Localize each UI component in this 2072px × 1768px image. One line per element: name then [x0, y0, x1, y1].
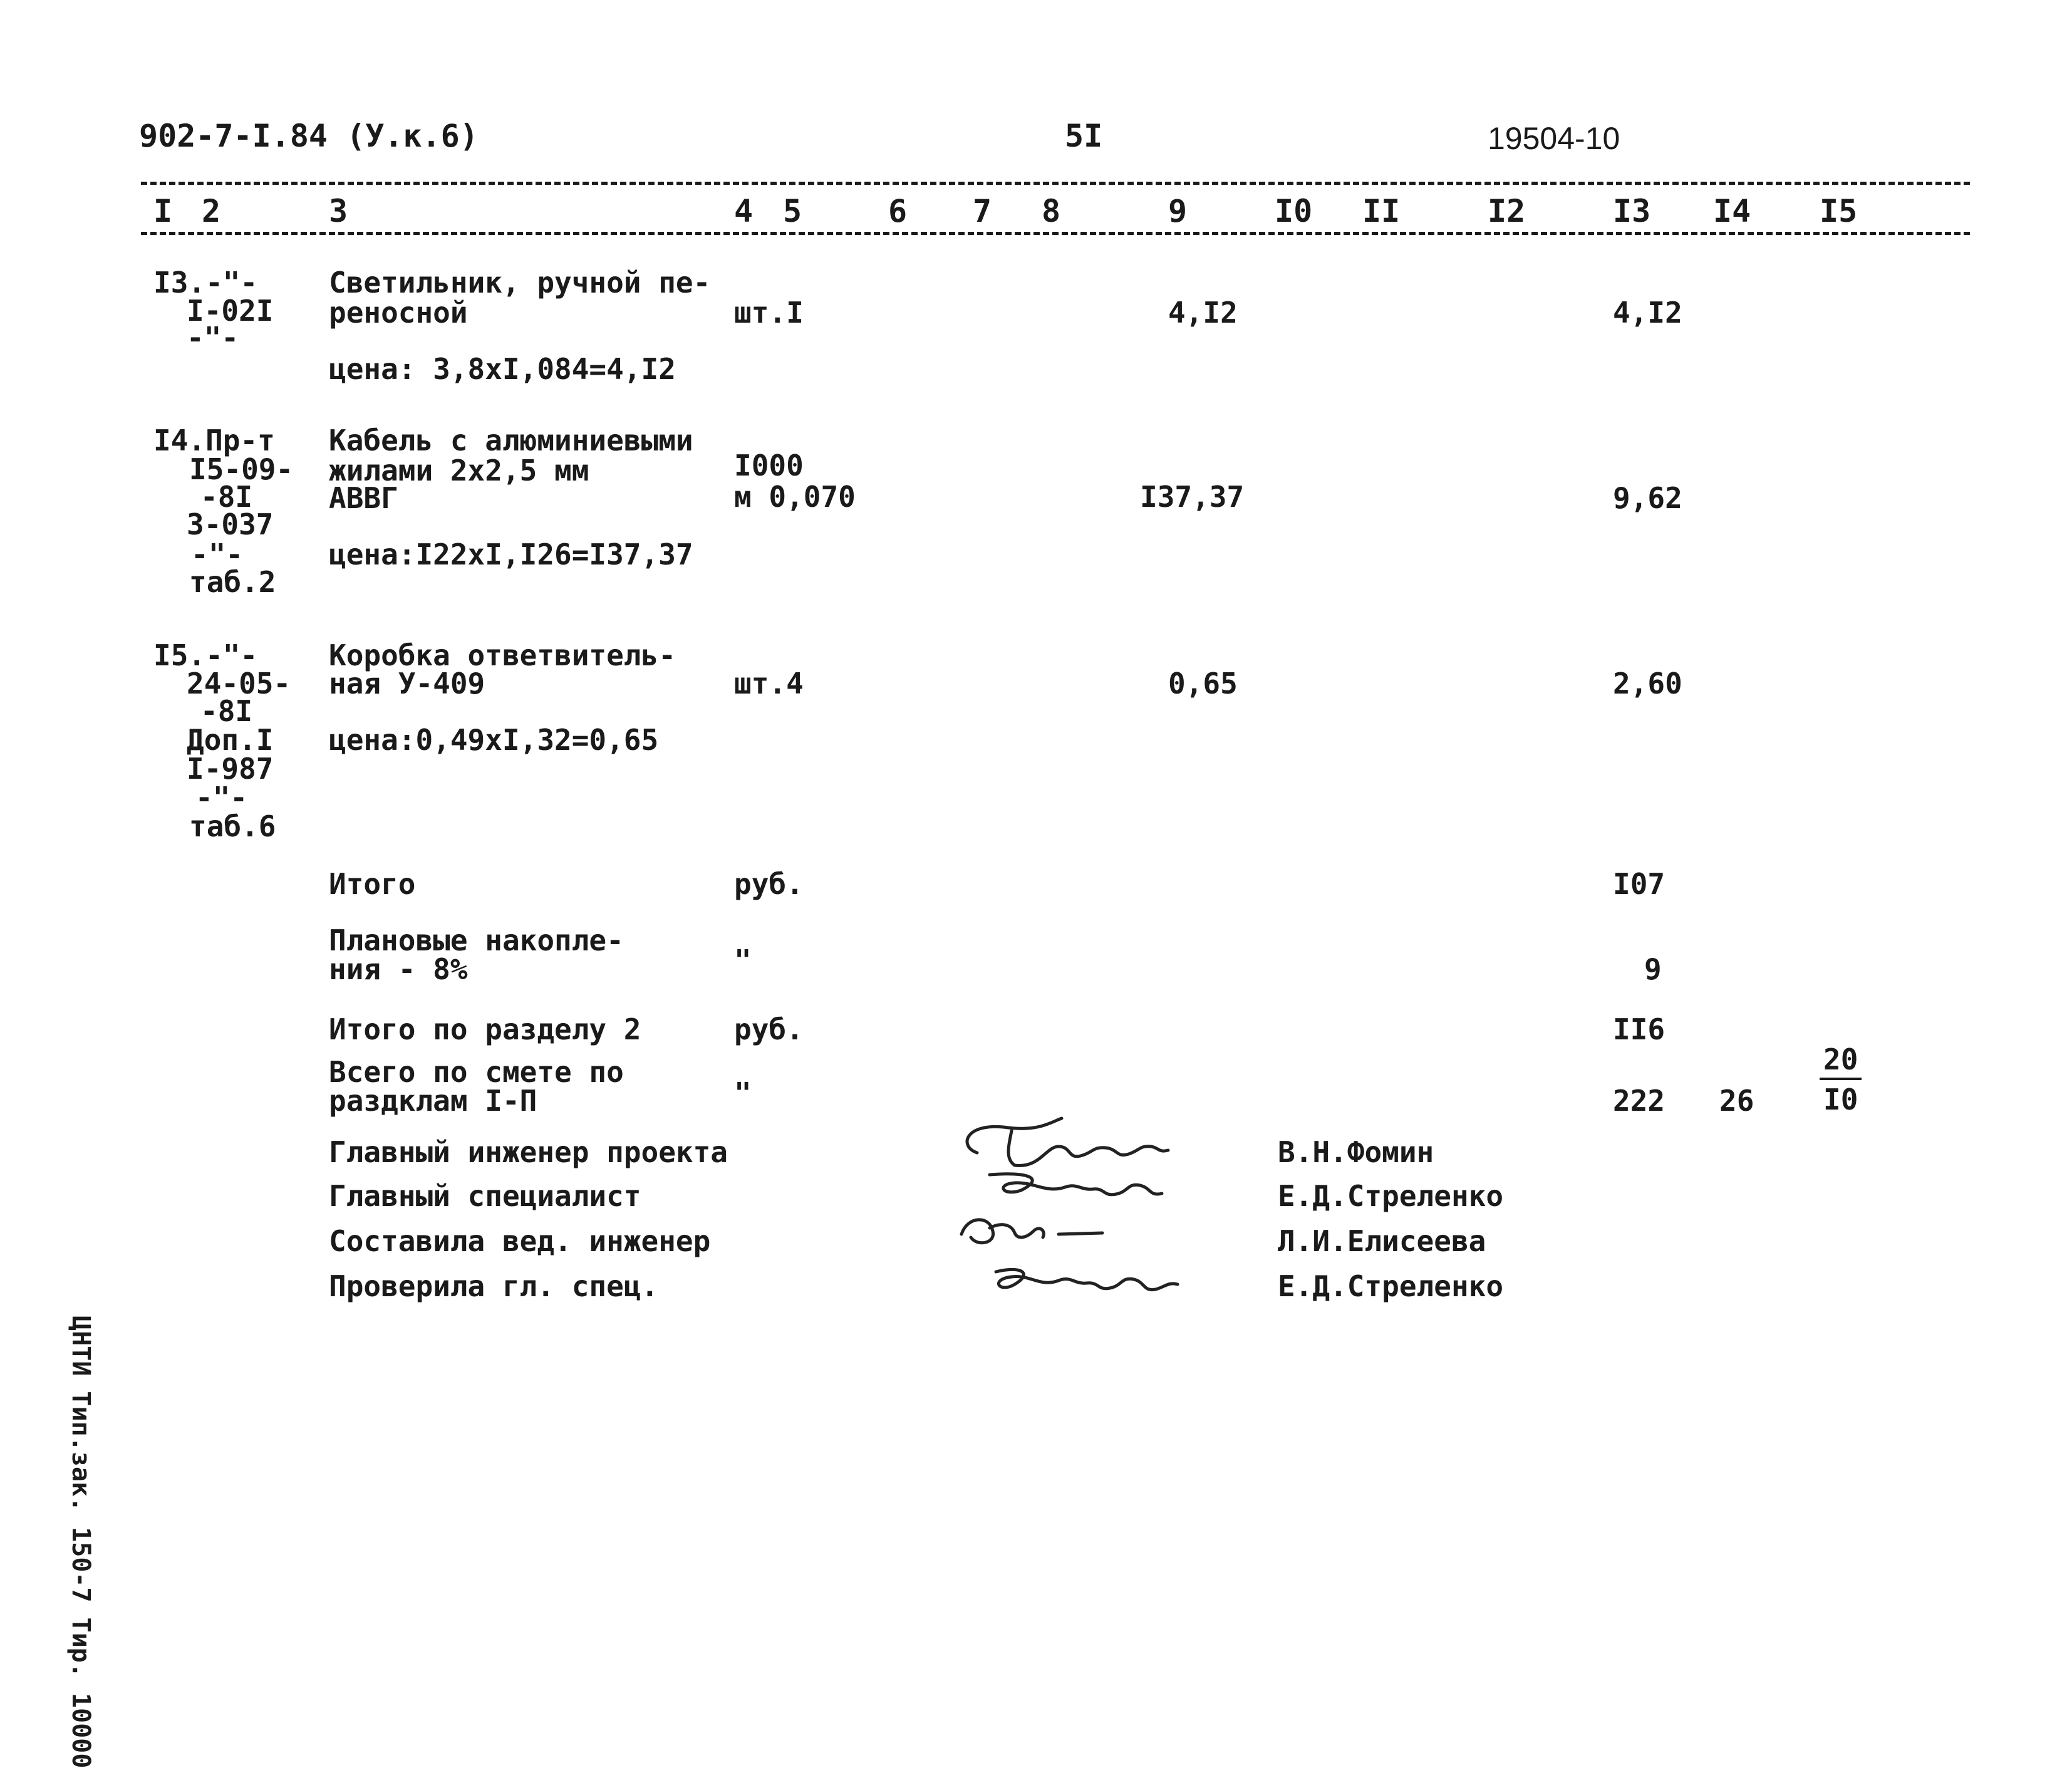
- summary-total: 222: [1613, 1084, 1665, 1118]
- column-number: I4: [1713, 193, 1751, 229]
- item-reference: 24-05-: [187, 667, 291, 700]
- item-reference: таб.6: [189, 809, 276, 843]
- item-description: жилами 2х2,5 мм: [329, 454, 589, 487]
- item-description: ная У-409: [329, 667, 485, 700]
- column-number: 4: [734, 193, 754, 229]
- summary-unit: руб.: [734, 1012, 804, 1046]
- summary-label: Итого: [329, 867, 416, 901]
- item-unit: шт.4: [734, 667, 804, 700]
- column-number: 7: [973, 193, 992, 229]
- summary-unit: руб.: [734, 867, 804, 901]
- summary-label: Всего по смете по: [329, 1055, 624, 1089]
- signatory-role: Составила вед. инженер: [329, 1224, 711, 1258]
- item-reference: I3.-"-: [153, 266, 258, 299]
- signatory-name: Л.И.Елисеева: [1278, 1224, 1486, 1258]
- summary-label: раздклам I-П: [329, 1084, 537, 1118]
- signatory-name: В.Н.Фомин: [1278, 1135, 1434, 1169]
- summary-total: II6: [1613, 1012, 1665, 1046]
- item-reference: -8I: [200, 480, 253, 514]
- item-reference: -"-: [195, 781, 248, 814]
- column-number: 2: [202, 193, 221, 229]
- column-number: 3: [329, 193, 348, 229]
- column-number: 6: [888, 193, 908, 229]
- item-reference: -"-: [187, 321, 239, 355]
- summary-col15-fraction: [1820, 1043, 1862, 1116]
- fraction-numerator: 20: [1820, 1043, 1862, 1080]
- column-number: II: [1362, 193, 1401, 229]
- print-stamp-vertical: ЦНТИ Тип.зак. 150-7 Тир. 10000: [66, 1316, 95, 1768]
- signatory-role: Главный инженер проекта: [329, 1135, 728, 1169]
- item-unit-price: 4,I2: [1168, 296, 1238, 330]
- column-number: I2: [1488, 193, 1526, 229]
- item-reference: I4.Пр-т: [153, 424, 275, 457]
- item-total: 2,60: [1613, 667, 1682, 700]
- document-code: 902-7-I.84 (У.к.6): [139, 118, 479, 154]
- item-description: Светильник, ручной пе-: [329, 266, 711, 299]
- item-description: реносной: [329, 296, 468, 330]
- item-reference: I5.-"-: [153, 638, 258, 672]
- signatory-name: Е.Д.Стреленко: [1278, 1179, 1504, 1213]
- item-unit: I000: [734, 449, 804, 482]
- item-reference: -"-: [191, 538, 244, 571]
- handwritten-signatures-image: [952, 1109, 1234, 1322]
- item-total: 4,I2: [1613, 296, 1682, 330]
- summary-total: I07: [1613, 867, 1665, 901]
- item-reference: -8I: [200, 694, 253, 728]
- item-reference: 3-037: [187, 507, 274, 541]
- header-dashed-line-bottom: [141, 232, 1970, 235]
- item-total: 9,62: [1613, 481, 1682, 515]
- column-number: 9: [1168, 193, 1188, 229]
- item-price-calculation: цена: 3,8хI,084=4,I2: [329, 352, 676, 386]
- fraction-denominator: I0: [1823, 1083, 1858, 1116]
- item-reference: I5-09-: [189, 452, 294, 486]
- summary-unit: ": [734, 944, 752, 977]
- column-number: I0: [1275, 193, 1313, 229]
- item-description: Кабель с алюминиевыми: [329, 424, 693, 457]
- summary-label: Плановые накопле-: [329, 923, 624, 957]
- column-number: 5: [783, 193, 802, 229]
- item-unit: шт.I: [734, 296, 804, 330]
- summary-label: Итого по разделу 2: [329, 1012, 641, 1046]
- item-reference: Доп.I: [187, 723, 274, 757]
- header-dashed-line-top: [141, 182, 1970, 185]
- summary-label: ния - 8%: [329, 952, 468, 986]
- item-reference: I-02I: [187, 294, 274, 328]
- item-reference: таб.2: [189, 565, 276, 599]
- signatory-role: Главный специалист: [329, 1179, 641, 1213]
- column-number: I3: [1613, 193, 1651, 229]
- summary-col14-value: 26: [1719, 1084, 1754, 1118]
- column-number: 8: [1042, 193, 1061, 229]
- item-price-calculation: цена:I22хI,I26=I37,37: [329, 538, 693, 571]
- sheet-code: 19504-10: [1488, 121, 1620, 156]
- signatory-role: Проверила гл. спец.: [329, 1269, 659, 1303]
- signatory-name: Е.Д.Стреленко: [1278, 1269, 1504, 1303]
- item-unit-quantity: м 0,070: [734, 480, 856, 514]
- column-number: I5: [1820, 193, 1858, 229]
- item-description: Коробка ответвитель-: [329, 638, 676, 672]
- summary-total: 9: [1644, 952, 1662, 986]
- item-unit-price: I37,37: [1140, 480, 1245, 514]
- page-number: 5I: [1065, 118, 1103, 154]
- item-reference: I-987: [187, 752, 274, 786]
- item-unit-price: 0,65: [1168, 667, 1238, 700]
- item-price-calculation: цена:0,49хI,32=0,65: [329, 723, 659, 757]
- summary-unit: ": [734, 1076, 752, 1110]
- item-description: АВВГ: [329, 481, 398, 515]
- column-number: I: [153, 193, 173, 229]
